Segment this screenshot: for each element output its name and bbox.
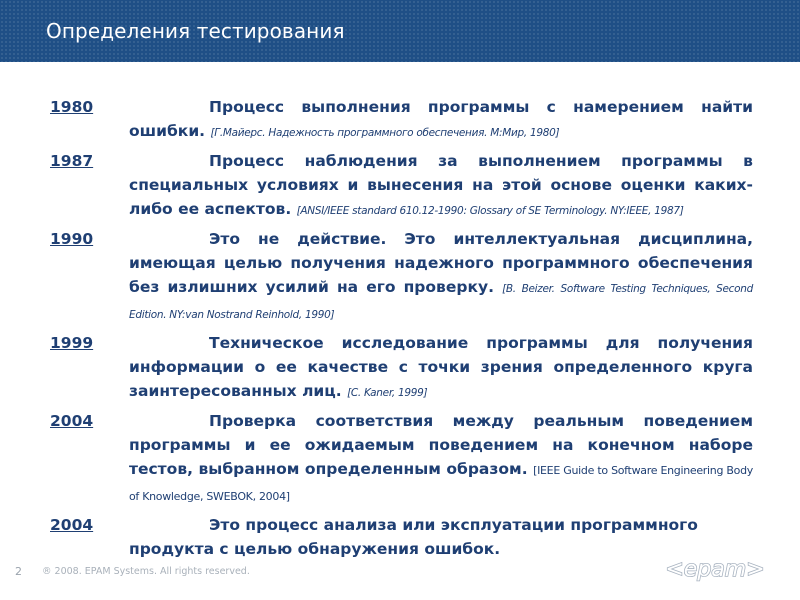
page-number: 2 (15, 565, 22, 578)
definition-citation: [Г.Майерс. Надежность программного обеспечения. М:Мир, 1980] (210, 127, 560, 139)
logo-text: <epam> (665, 557, 765, 582)
definition-item (50, 409, 753, 509)
slide-title: Определения тестирования (46, 19, 345, 43)
definition-body (129, 331, 753, 405)
definition-text: Это процесс анализа или эксплуатации программного продукта с целью обнаружения ошибок. (129, 516, 698, 558)
definition-year: 1987 (50, 152, 94, 170)
definition-item (50, 227, 753, 327)
definition-item (50, 513, 753, 563)
definition-citation: [ANSI/IEEE standard 610.12-1990: Glossary of SE Terminology. NY:IEEE, 1987] (296, 205, 684, 217)
definition-item (50, 149, 753, 223)
definition-body (129, 513, 753, 563)
definition-year: 1980 (50, 98, 94, 116)
definition-year: 2004 (50, 516, 94, 534)
definition-text: Это не действие. Это интеллектуальная дисциплина, имеющая целью получения надежного программного обеспечения без излишних усилий на его проверку. (129, 230, 753, 296)
definition-year: 2004 (50, 412, 94, 430)
definition-year: 1999 (50, 334, 94, 352)
copyright-text: ® 2008. EPAM Systems. All rights reserved. (42, 566, 250, 577)
definition-item (50, 95, 753, 145)
epam-logo (665, 555, 765, 585)
definition-body (129, 149, 753, 223)
definition-year: 1990 (50, 230, 94, 248)
definition-text: Техническое исследование программы для получения информации о ее качестве с точки зрения определенного круга заинтересованных лиц. (129, 334, 753, 400)
definition-body (129, 409, 753, 509)
header-band (0, 0, 800, 62)
definition-item (50, 331, 753, 405)
definition-citation: [B. Beizer. Software Testing Techniques, Second Edition. NY:van Nostrand Reinhold, 1990] (129, 283, 753, 321)
definition-body (129, 227, 753, 327)
definition-text: Процесс наблюдения за выполнением программы в специальных условиях и вынесения на этой основе оценки каких-либо ее аспектов. (129, 152, 753, 218)
definition-citation: [IEEE Guide to Software Engineering Body of Knowledge, SWEBOK, 2004] (129, 464, 753, 503)
definition-citation: [C. Kaner, 1999] (347, 387, 428, 399)
definition-text: Проверка соответствия между реальным поведением программы и ее ожидаемым поведением на конечном наборе тестов, выбранном определенным образом. (129, 412, 753, 478)
definition-body (129, 95, 753, 145)
definition-text: Процесс выполнения программы с намерением найти ошибки. (129, 98, 753, 140)
definitions-list (50, 95, 753, 567)
